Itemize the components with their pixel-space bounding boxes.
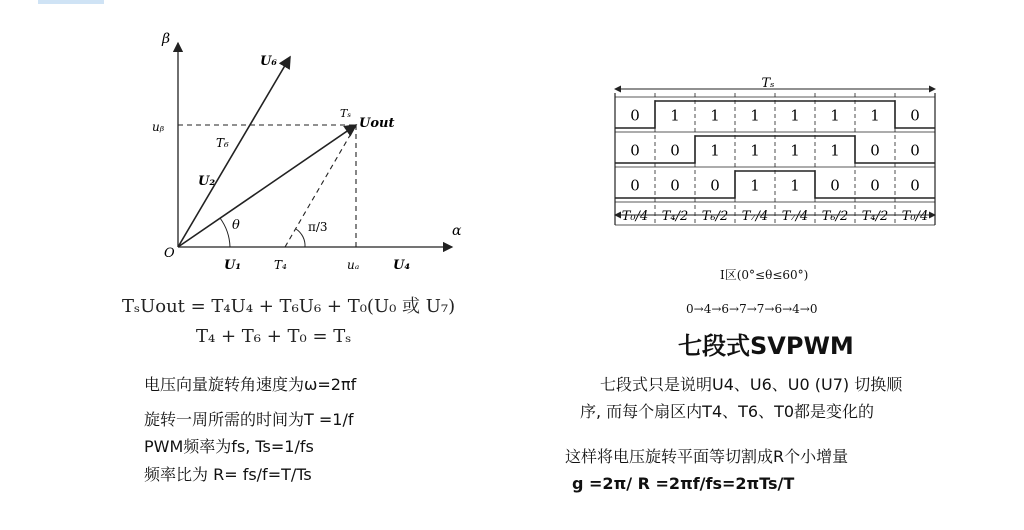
switch-state-value: 1	[750, 106, 760, 125]
increment-formula: g =2π/ R =2πf/fs=2πTs/T	[572, 474, 795, 493]
beta-label: β	[162, 31, 171, 47]
corner-accent-bar	[38, 0, 104, 4]
switch-state-value: 1	[670, 106, 680, 125]
t6-label: T₆	[216, 136, 229, 150]
uout-label: Uout	[359, 116, 395, 131]
switch-state-value: 0	[870, 176, 880, 195]
pwm-frequency-text: PWM频率为fs, Ts=1/fs	[144, 437, 314, 456]
ts-span-label: Tₛ	[761, 76, 775, 91]
description-line-1: 七段式只是说明U4、U6、U0 (U7) 切换顺	[600, 375, 903, 394]
switch-state-value: 1	[790, 106, 800, 125]
switch-state-value: 1	[830, 106, 840, 125]
increment-text: 这样将电压旋转平面等切割成R个小增量	[565, 447, 849, 466]
segment-duration-label: T₇/4	[741, 209, 769, 224]
switch-state-value: 1	[790, 176, 800, 195]
switch-state-value: 0	[670, 176, 680, 195]
formula-line-2: T₄ + T₆ + T₀ = Tₛ	[196, 326, 352, 347]
switch-state-value: 0	[710, 176, 720, 195]
switch-state-value: 1	[750, 176, 760, 195]
segment-duration-label: T₄/2	[861, 209, 889, 224]
switch-state-value: 0	[870, 141, 880, 160]
pi3-arc	[296, 229, 305, 247]
switch-state-value: 0	[910, 176, 920, 195]
theta-arc	[220, 218, 230, 247]
u4-label: U₄	[393, 258, 411, 273]
switch-state-value: 1	[750, 141, 760, 160]
segment-duration-label: T₇/4	[781, 209, 809, 224]
vector-diagram	[140, 25, 480, 275]
switch-state-value: 1	[710, 106, 720, 125]
angular-speed-text: 电压向量旋转角速度为ω=2πf	[144, 375, 357, 394]
switch-state-value: 0	[830, 176, 840, 195]
switch-state-value: 1	[790, 141, 800, 160]
switch-state-value: 0	[630, 176, 640, 195]
sector-label: Ⅰ区(0°≤θ≤60°)	[720, 268, 809, 282]
timing-diagram	[605, 75, 945, 250]
description-line-2: 序, 而每个扇区内T4、T6、T0都是变化的	[580, 402, 875, 421]
pi3-label: π/3	[308, 220, 328, 234]
switch-state-value: 0	[670, 141, 680, 160]
alpha-label: α	[452, 223, 462, 239]
segment-duration-label: T₆/2	[701, 209, 729, 224]
u2-label: U₂	[198, 174, 216, 189]
switch-state-value: 1	[710, 141, 720, 160]
u-alpha-label: uₐ	[347, 258, 360, 272]
origin-label: O	[164, 246, 175, 261]
vector-sequence: 0→4→6→7→7→6→4→0	[686, 302, 818, 316]
formula-line-1: TₛUout = T₄U₄ + T₆U₆ + T₀(U₀ 或 U₇)	[122, 296, 456, 317]
u1-label: U₁	[224, 258, 242, 273]
switch-state-value: 1	[830, 141, 840, 160]
theta-label: θ	[232, 218, 240, 233]
segment-duration-label: T₀/4	[901, 209, 929, 224]
frequency-ratio-text: 频率比为 R= fs/f=T/Ts	[144, 465, 312, 484]
svpwm-title: 七段式SVPWM	[678, 332, 854, 360]
switch-state-value: 1	[870, 106, 880, 125]
ts-label: Tₛ	[340, 107, 352, 120]
switch-state-value: 0	[630, 141, 640, 160]
switch-state-value: 0	[910, 141, 920, 160]
rotation-time-text: 旋转一周所需的时间为T =1/f	[144, 410, 354, 429]
segment-duration-label: T₆/2	[821, 209, 849, 224]
u6-label: U₆	[260, 54, 278, 69]
t4-label: T₄	[274, 258, 287, 272]
switch-state-value: 0	[910, 106, 920, 125]
segment-duration-label: T₀/4	[621, 209, 649, 224]
u-beta-label: uᵦ	[152, 120, 165, 134]
switch-state-value: 0	[630, 106, 640, 125]
segment-duration-label: T₄/2	[661, 209, 689, 224]
